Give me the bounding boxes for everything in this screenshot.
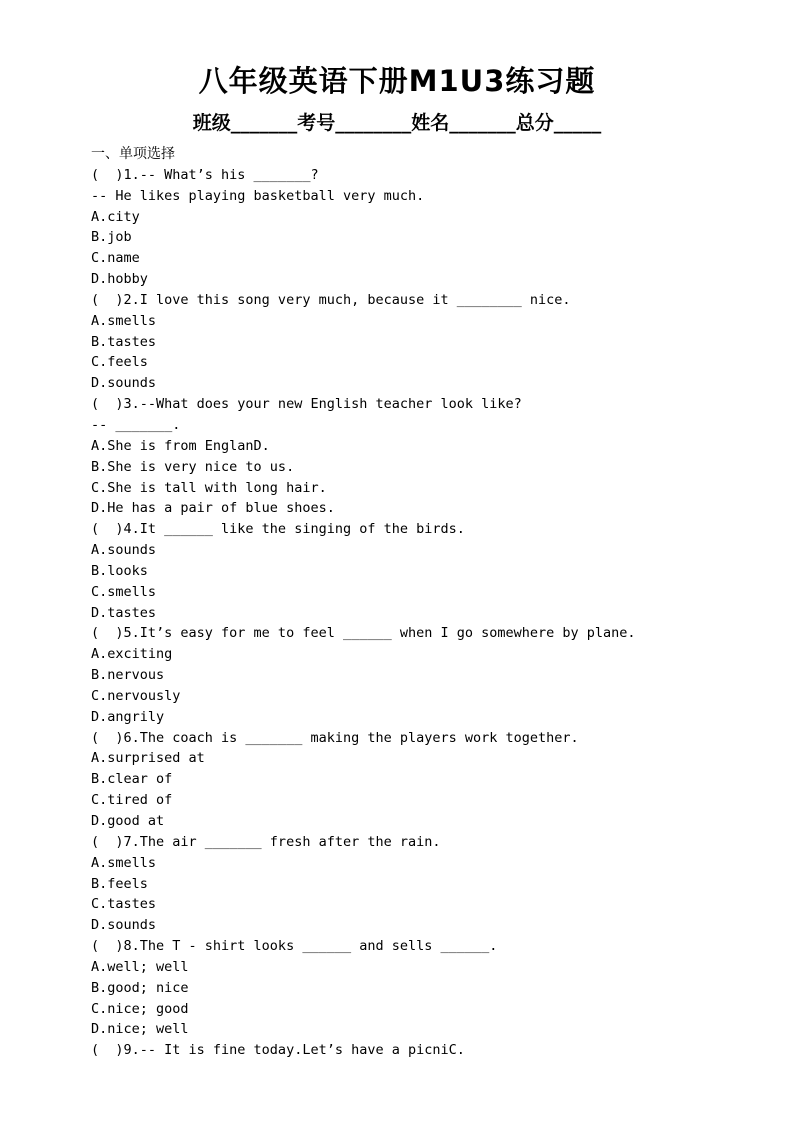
option-c: C.name <box>91 250 140 267</box>
option-c: C.She is tall with long hair. <box>91 479 327 496</box>
option-b: B.looks <box>91 562 148 579</box>
question-9 <box>91 1040 771 1061</box>
option-c: C.tired of <box>91 792 173 809</box>
question-7 <box>91 832 771 936</box>
option-a: A.smells <box>91 854 157 871</box>
question-stem: ( )2.I love this song very much, because it ________ nice. <box>91 291 571 308</box>
question-stem: ( )7.The air _______ fresh after the rain. <box>91 833 441 850</box>
student-info-line: 班级_______考号________姓名_______总分_____ <box>192 112 602 134</box>
option-c: C.tastes <box>91 896 157 913</box>
option-a: A.She is from EnglanD. <box>91 437 270 454</box>
option-a: A.city <box>91 208 140 225</box>
question-stem: ( )4.It ______ like the singing of the birds. <box>91 521 465 538</box>
question-1 <box>91 165 771 290</box>
option-b: B.clear of <box>91 771 173 788</box>
option-d: D.sounds <box>91 917 157 934</box>
option-a: A.well; well <box>91 958 189 975</box>
option-b: B.tastes <box>91 333 157 350</box>
option-b: B.nervous <box>91 667 165 684</box>
option-c: C.nice; good <box>91 1000 189 1017</box>
question-stem: ( )3.--What does your new English teacher look like? <box>91 396 522 413</box>
option-a: A.surprised at <box>91 750 205 767</box>
question-stem: ( )5.It’s easy for me to feel ______ when I go somewhere by plane. <box>91 625 636 642</box>
question-stem-continued: -- _______. <box>91 416 181 433</box>
option-b: B.feels <box>91 875 148 892</box>
page-title: 八年级英语下册M1U3练习题 <box>198 64 596 98</box>
option-d: D.angrily <box>91 708 165 725</box>
option-d: D.good at <box>91 813 165 829</box>
question-stem-continued: -- He likes playing basketball very much. <box>91 187 425 204</box>
question-6 <box>91 728 771 832</box>
question-list <box>91 144 771 1061</box>
option-d: D.nice; well <box>91 1021 189 1038</box>
option-d: D.He has a pair of blue shoes. <box>91 500 335 517</box>
option-c: C.nervously <box>91 687 181 704</box>
option-c: C.smells <box>91 583 157 600</box>
question-8 <box>91 936 771 1040</box>
question-3 <box>91 394 771 519</box>
option-b: B.good; nice <box>91 979 189 996</box>
option-a: A.smells <box>91 312 157 329</box>
option-b: B.She is very nice to us. <box>91 458 295 475</box>
question-stem: ( )1.-- What’s his _______? <box>91 166 319 183</box>
option-d: D.tastes <box>91 604 157 621</box>
question-stem: ( )6.The coach is _______ making the players work together. <box>91 729 579 746</box>
option-a: A.sounds <box>91 542 157 559</box>
option-d: D.hobby <box>91 271 148 288</box>
option-b: B.job <box>91 229 132 246</box>
section-title: 一、单项选择 <box>91 146 175 162</box>
option-a: A.exciting <box>91 646 173 663</box>
question-5 <box>91 623 771 727</box>
question-4 <box>91 519 771 623</box>
question-2 <box>91 290 771 394</box>
question-stem: ( )9.-- It is fine today.Let’s have a picniC. <box>91 1042 465 1059</box>
option-d: D.sounds <box>91 375 157 392</box>
option-c: C.feels <box>91 354 148 371</box>
question-stem: ( )8.The T - shirt looks ______ and sells ______. <box>91 938 498 955</box>
